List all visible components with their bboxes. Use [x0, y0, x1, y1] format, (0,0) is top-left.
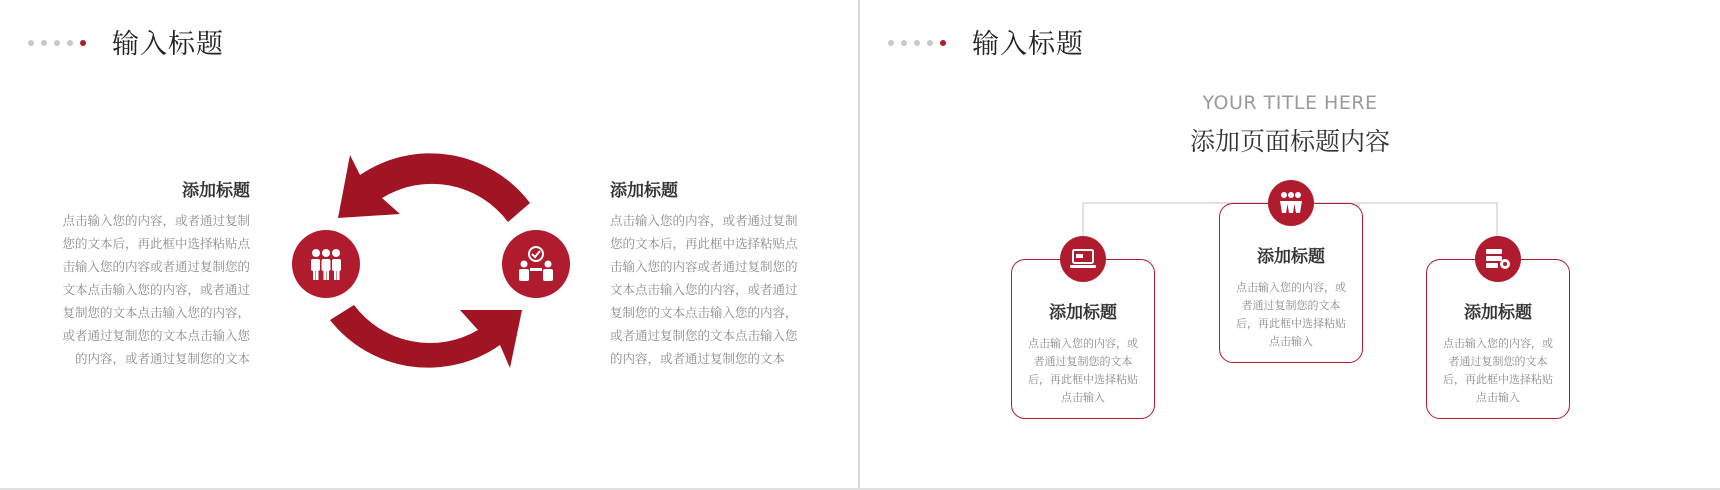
- slide-left: [0, 0, 858, 490]
- feature-card-2[interactable]: [1219, 203, 1363, 363]
- team-icon: [292, 230, 360, 298]
- chinese-title[interactable]: 添加页面标题内容: [1189, 127, 1390, 156]
- dot: [54, 40, 60, 46]
- right-block-body[interactable]: 点击输入您的内容，或者通过复制您的文本后，再此框中选择粘贴点击输入您的内容或者通过复制您的文本点击输入您的内容，或者通过复制您的文本点击输入您的内容，或者通过复制您的文本点击输入您的内容，或者通过复制您的文本: [610, 213, 798, 366]
- left-block-heading[interactable]: 添加标题: [182, 181, 250, 201]
- page-title[interactable]: 输入标题: [112, 29, 224, 60]
- laptop-icon: [1060, 236, 1106, 282]
- slide-right: [860, 0, 1720, 490]
- dot: [41, 40, 47, 46]
- english-subtitle[interactable]: YOUR TITLE HERE: [1202, 92, 1378, 114]
- dot: [28, 40, 34, 46]
- right-text-block: [610, 176, 800, 370]
- people-icon: [1268, 180, 1314, 226]
- card-heading: 添加标题: [1464, 303, 1532, 323]
- progress-dots: [28, 40, 86, 46]
- card-body: 点击输入您的内容，或者通过复制您的文本后，再此框中选择粘贴点击输入: [1443, 337, 1553, 404]
- dot: [67, 40, 73, 46]
- top-arrow: [338, 153, 530, 222]
- card-heading: 添加标题: [1049, 303, 1117, 323]
- card-heading: 添加标题: [1257, 247, 1325, 267]
- feature-card-3[interactable]: [1426, 259, 1570, 419]
- right-block-heading[interactable]: 添加标题: [610, 181, 678, 201]
- left-text-block: [60, 176, 250, 370]
- page-title[interactable]: 输入标题: [972, 29, 1084, 60]
- server-gear-icon: [1475, 236, 1521, 282]
- left-block-body[interactable]: 点击输入您的内容，或者通过复制您的文本后，再此框中选择粘贴点击输入您的内容或者通过复制您的文本点击输入您的内容，或者通过复制您的文本点击输入您的内容，或者通过复制您的文本点击输入您的内容，或者通过复制您的文本: [62, 213, 250, 366]
- dot-active: [80, 40, 86, 46]
- bottom-arrow: [330, 305, 522, 368]
- card-body: 点击输入您的内容，或者通过复制您的文本后，再此框中选择粘贴点击输入: [1236, 281, 1346, 348]
- card-body: 点击输入您的内容，或者通过复制您的文本后，再此框中选择粘贴点击输入: [1028, 337, 1138, 404]
- teamwork-check-icon: [502, 230, 570, 298]
- feature-card-1[interactable]: [1011, 259, 1155, 419]
